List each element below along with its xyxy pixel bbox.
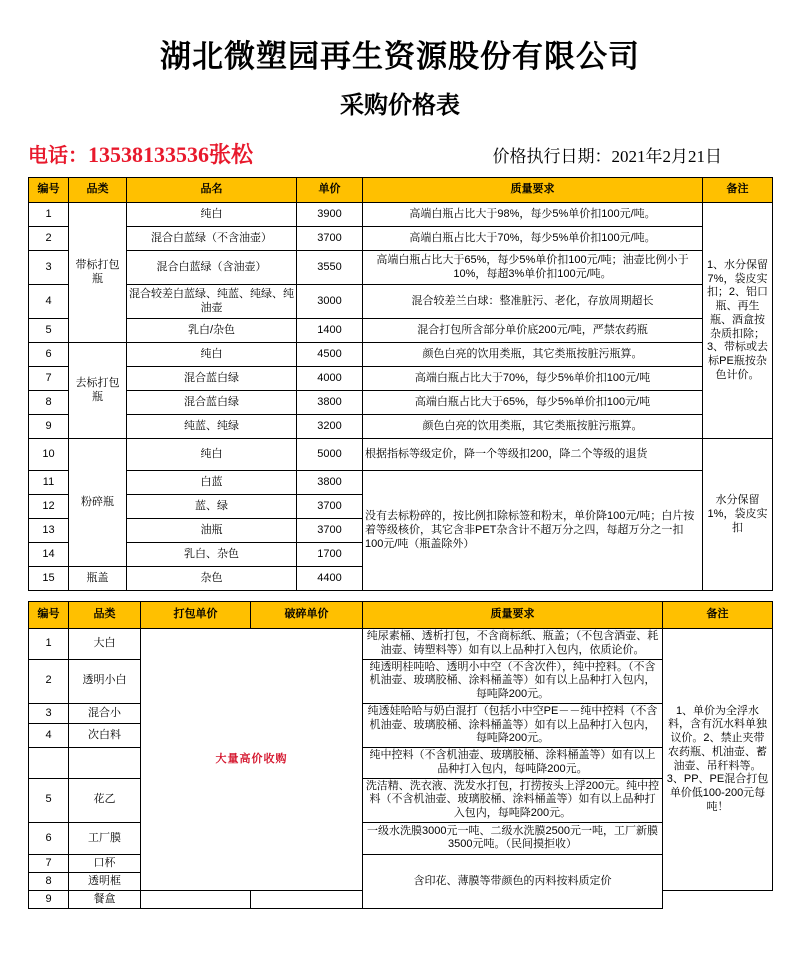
table-row (29, 854, 773, 872)
cell-requirement-merged: 没有去标粉碎的，按比例扣除标签和粉末，单价降100元/吨；白片按着等级核价，其它含非PET杂含计不超万分之四，每超万分之一扣100元/吨（瓶盖除外） (363, 471, 703, 591)
cell-no: 10 (29, 439, 69, 471)
cell-category-group3: 粉碎瓶 (69, 439, 127, 567)
bottle-price-table (28, 177, 773, 591)
cell-no: 1 (29, 203, 69, 227)
cell-category: 大白 (69, 629, 141, 660)
cell-name: 混合白蓝绿（含油壶） (127, 251, 297, 285)
contact-row (28, 138, 772, 169)
cell-requirement: 纯中控料（不含机油壶、玻璃胶桶、涂料桶盖等）如有以上品种打入包内，每吨降200元。 (363, 748, 663, 779)
cell-no: 1 (29, 629, 69, 660)
cell-category: 工厂膜 (69, 822, 141, 854)
table-row (29, 703, 773, 723)
cell-price: 4500 (297, 343, 363, 367)
cell-no: 12 (29, 495, 69, 519)
cell-crush-price (251, 890, 363, 908)
column-header-category: 品类 (69, 602, 141, 629)
promo-banner: 大量高价收购 (141, 629, 363, 891)
cell-category: 花乙 (69, 778, 141, 822)
cell-price: 5000 (297, 439, 363, 471)
cell-no: 7 (29, 854, 69, 872)
phone-value: 13538133536张松 (88, 142, 254, 168)
column-header-no: 编号 (29, 602, 69, 629)
cell-no: 3 (29, 703, 69, 723)
cell-price: 3900 (297, 203, 363, 227)
cell-name: 蓝、绿 (127, 495, 297, 519)
cell-no: 8 (29, 391, 69, 415)
cell-no: 5 (29, 319, 69, 343)
film-price-table (28, 601, 773, 909)
column-header-requirement: 质量要求 (363, 602, 663, 629)
cell-no: 11 (29, 471, 69, 495)
cell-category: 餐盒 (69, 890, 141, 908)
cell-name: 混合蓝白绿 (127, 367, 297, 391)
cell-name: 乳白/杂色 (127, 319, 297, 343)
cell-note-group2: 水分保留1%，袋皮实扣 (703, 439, 773, 591)
table-row (29, 319, 773, 343)
column-header-note: 备注 (663, 602, 773, 629)
cell-name: 油瓶 (127, 519, 297, 543)
cell-price: 3200 (297, 415, 363, 439)
cell-no: 2 (29, 227, 69, 251)
title-block (0, 0, 800, 120)
table-header-row (29, 178, 773, 203)
cell-category: 混合小 (69, 703, 141, 723)
cell-no (29, 748, 69, 779)
cell-no: 6 (29, 343, 69, 367)
cell-no: 4 (29, 285, 69, 319)
cell-no: 14 (29, 543, 69, 567)
column-header-no: 编号 (29, 178, 69, 203)
cell-category: 透明小白 (69, 659, 141, 703)
table-row (29, 471, 773, 495)
cell-requirement: 含印花、薄膜等带颜色的丙料按料质定价 (363, 854, 663, 908)
cell-category: 透明框 (69, 872, 141, 890)
cell-no: 13 (29, 519, 69, 543)
cell-price: 3700 (297, 519, 363, 543)
cell-requirement: 混合较差兰白球：整准脏污、老化，存放周期超长 (363, 285, 703, 319)
table-row (29, 251, 773, 285)
phone-label: 电话： (28, 145, 88, 168)
cell-price: 3700 (297, 227, 363, 251)
table-row (29, 391, 773, 415)
table-row (29, 748, 773, 779)
cell-price: 3700 (297, 495, 363, 519)
table-row (29, 285, 773, 319)
cell-category-group2: 去标打包瓶 (69, 343, 127, 439)
table-header-row (29, 602, 773, 629)
cell-no: 4 (29, 723, 69, 747)
table-row (29, 227, 773, 251)
cell-no: 7 (29, 367, 69, 391)
cell-no: 3 (29, 251, 69, 285)
cell-pack-price (141, 890, 251, 908)
cell-note-group1: 1、水分保留7%，袋皮实扣；2、铝口瓶、再生瓶、酒盒按杂质扣除；3、带标或去标PE瓶按杂色计价。 (703, 203, 773, 439)
cell-no: 8 (29, 872, 69, 890)
cell-name: 乳白、杂色 (127, 543, 297, 567)
cell-price: 4400 (297, 567, 363, 591)
document-title: 采购价格表 (340, 93, 460, 120)
company-title: 湖北微塑园再生资源股份有限公司 (160, 39, 640, 74)
cell-requirement: 高端白瓶占比大于98%，每少5%单价扣100元/吨。 (363, 203, 703, 227)
table-row (29, 629, 773, 660)
cell-price: 4000 (297, 367, 363, 391)
table-row (29, 367, 773, 391)
cell-requirement: 高端白瓶占比大于65%，每少5%单价扣100元/吨 (363, 391, 703, 415)
cell-no: 5 (29, 778, 69, 822)
cell-price: 3550 (297, 251, 363, 285)
table-row (29, 439, 773, 471)
cell-price: 3000 (297, 285, 363, 319)
cell-category-group4: 瓶盖 (69, 567, 127, 591)
cell-no: 2 (29, 659, 69, 703)
cell-category: 次白料 (69, 723, 141, 747)
column-header-name: 品名 (127, 178, 297, 203)
cell-no: 9 (29, 890, 69, 908)
cell-no: 15 (29, 567, 69, 591)
column-header-requirement: 质量要求 (363, 178, 703, 203)
cell-requirement: 颜色白亮的饮用类瓶，其它类瓶按脏污瓶算。 (363, 343, 703, 367)
cell-name: 混合蓝白绿 (127, 391, 297, 415)
cell-name: 杂色 (127, 567, 297, 591)
effective-date: 价格执行日期：2021年2月21日 (492, 147, 722, 167)
table-row (29, 343, 773, 367)
cell-name: 白蓝 (127, 471, 297, 495)
table-row (29, 822, 773, 854)
column-header-pack-price: 打包单价 (141, 602, 251, 629)
cell-requirement: 高端白瓶占比大于70%，每少5%单价扣100元/吨 (363, 367, 703, 391)
cell-requirement: 纯尿素桶、透析打包，不含商标纸、瓶盖；（不包含酒壶、耗油壶、铸塑料等）如有以上品种打入包内，依质论价。 (363, 629, 663, 660)
cell-name: 纯白 (127, 203, 297, 227)
table-row (29, 203, 773, 227)
cell-category-group1: 带标打包瓶 (69, 203, 127, 343)
table-row (29, 778, 773, 822)
cell-requirement: 洗洁精、洗衣液、洗发水打包，打捞按头上浮200元。纯中控料（不含机油壶、玻璃胶桶、涂料桶盖等）如有以上品种打入包内，每吨降200元。 (363, 778, 663, 822)
cell-name: 混合白蓝绿（不含油壶） (127, 227, 297, 251)
cell-no: 6 (29, 822, 69, 854)
column-header-price: 单价 (297, 178, 363, 203)
cell-requirement: 一级水洗膜3000元一吨、二级水洗膜2500元一吨，工厂新膜3500元吨。（民间摸拒收） (363, 822, 663, 854)
cell-name: 纯白 (127, 439, 297, 471)
cell-category (69, 748, 141, 779)
cell-requirement: 高端白瓶占比大于65%，每少5%单价扣100元/吨；油壶比例小于10%，每超3%单价扣100元/吨。 (363, 251, 703, 285)
cell-name: 混合较差白蓝绿、纯蓝、纯绿、纯油壶 (127, 285, 297, 319)
cell-no: 9 (29, 415, 69, 439)
cell-note: 1、单价为全浮水料，含有沉水料单独议价。2、禁止夹带农药瓶、机油壶、蓄油壶、吊秆料等。3、PP、PE混合打包单价低100-200元每吨！ (663, 629, 773, 891)
table-divider (0, 591, 800, 601)
cell-requirement: 颜色白亮的饮用类瓶，其它类瓶按脏污瓶算。 (363, 415, 703, 439)
cell-requirement: 混合打包所含部分单价底200元/吨，严禁农药瓶 (363, 319, 703, 343)
cell-price: 3800 (297, 391, 363, 415)
column-header-category: 品类 (69, 178, 127, 203)
column-header-crush-price: 破碎单价 (251, 602, 363, 629)
cell-name: 纯蓝、纯绿 (127, 415, 297, 439)
cell-name: 纯白 (127, 343, 297, 367)
table-row (29, 415, 773, 439)
cell-requirement: 高端白瓶占比大于70%，每少5%单价扣100元/吨。 (363, 227, 703, 251)
cell-price: 1700 (297, 543, 363, 567)
phone-number (28, 138, 253, 169)
table-row (29, 659, 773, 703)
cell-requirement: 根据指标等级定价，降一个等级扣200，降二个等级的退货 (363, 439, 703, 471)
cell-price: 1400 (297, 319, 363, 343)
cell-requirement: 纯透娃哈哈与奶白混打（包括小中空PE－－纯中控料（不含机油壶、玻璃胶桶、涂料桶盖等）如有以上品种打入包内，每吨降200元。 (363, 703, 663, 747)
column-header-note: 备注 (703, 178, 773, 203)
cell-price: 3800 (297, 471, 363, 495)
cell-category: 口杯 (69, 854, 141, 872)
cell-requirement: 纯透明桂吨哈、透明小中空（不含次件），纯中控料。（不含机油壶、玻璃胶桶、涂料桶盖等）如有以上品种打入包内，每吨降200元。 (363, 659, 663, 703)
